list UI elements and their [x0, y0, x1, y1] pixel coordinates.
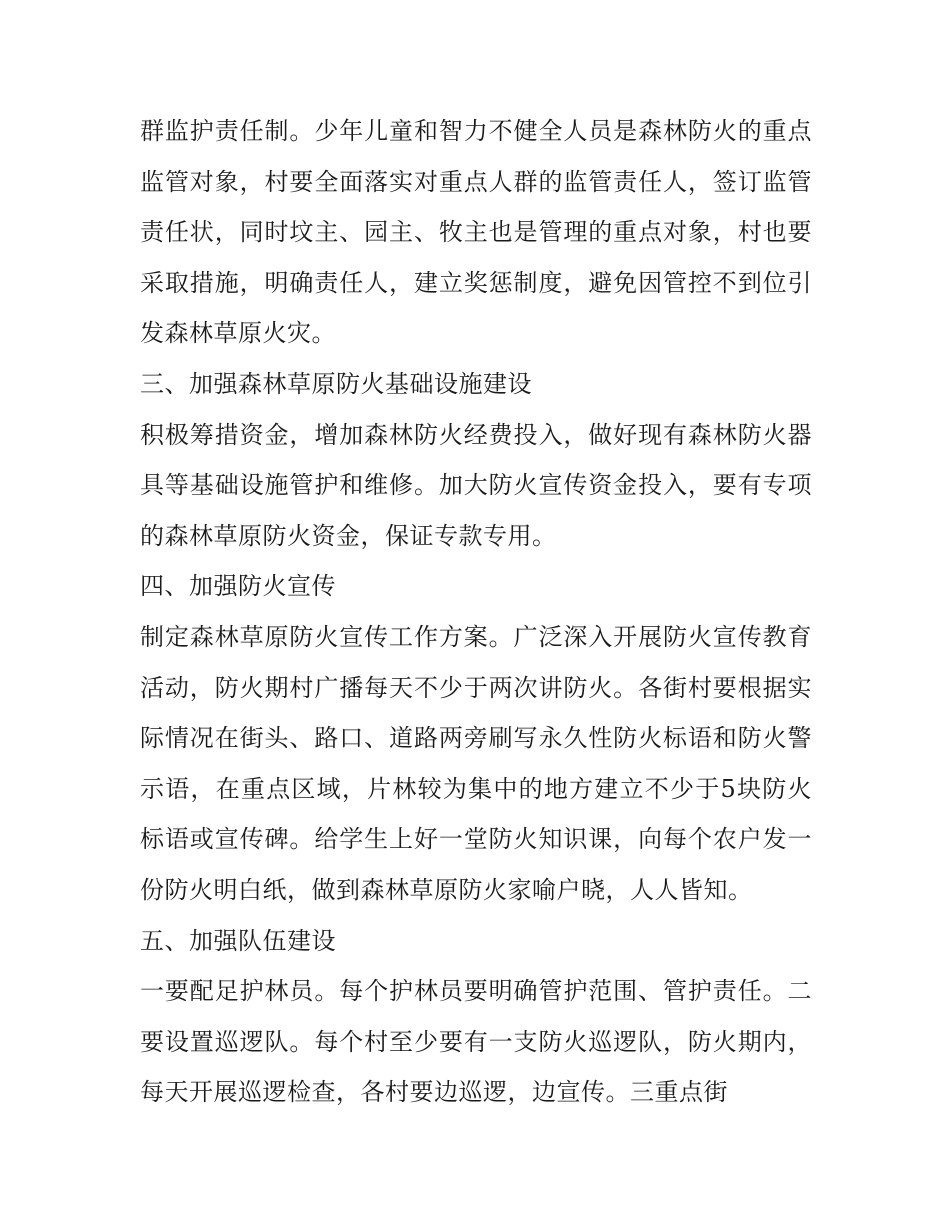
- paragraph-infrastructure: 积极筹措资金，增加森林防火经费投入，做好现有森林防火器具等基础设施管护和维修。加大防火宣传资金投入，要有专项的森林草原防火资金，保证专款专用。: [140, 420, 812, 550]
- section-heading-publicity: 四、加强防火宣传: [140, 572, 336, 601]
- section-heading-team-building: 五、加强队伍建设: [140, 926, 336, 955]
- document-page: [140, 106, 812, 1118]
- section-heading-infrastructure: 三、加强森林草原防火基础设施建设: [140, 369, 532, 398]
- paragraph-supervision-responsibility: 群监护责任制。少年儿童和智力不健全人员是森林防火的重点监管对象，村要全面落实对重点人群的监管责任人，签订监管责任状，同时坟主、园主、牧主也是管理的重点对象，村也要采取措施，明确责任人，建立奖惩制度，避免因管控不到位引发森林草原火灾。: [140, 117, 812, 348]
- paragraph-publicity: 制定森林草原防火宣传工作方案。广泛深入开展防火宣传教育活动，防火期村广播每天不少于两次讲防火。各街村要根据实际情况在街头、路口、道路两旁刷写永久性防火标语和防火警示语，在重点区域，片林较为集中的地方建立不少于5块防火标语或宣传碑。给学生上好一堂防火知识课，向每个农户发一份防火明白纸，做到森林草原防火家喻户晓，人人皆知。: [140, 622, 812, 904]
- paragraph-team-building: 一要配足护林员。每个护林员要明确管护范围、管护责任。二要设置巡逻队。每个村至少要有一支防火巡逻队，防火期内，每天开展巡逻检查，各村要边巡逻，边宣传。三重点街: [140, 977, 812, 1107]
